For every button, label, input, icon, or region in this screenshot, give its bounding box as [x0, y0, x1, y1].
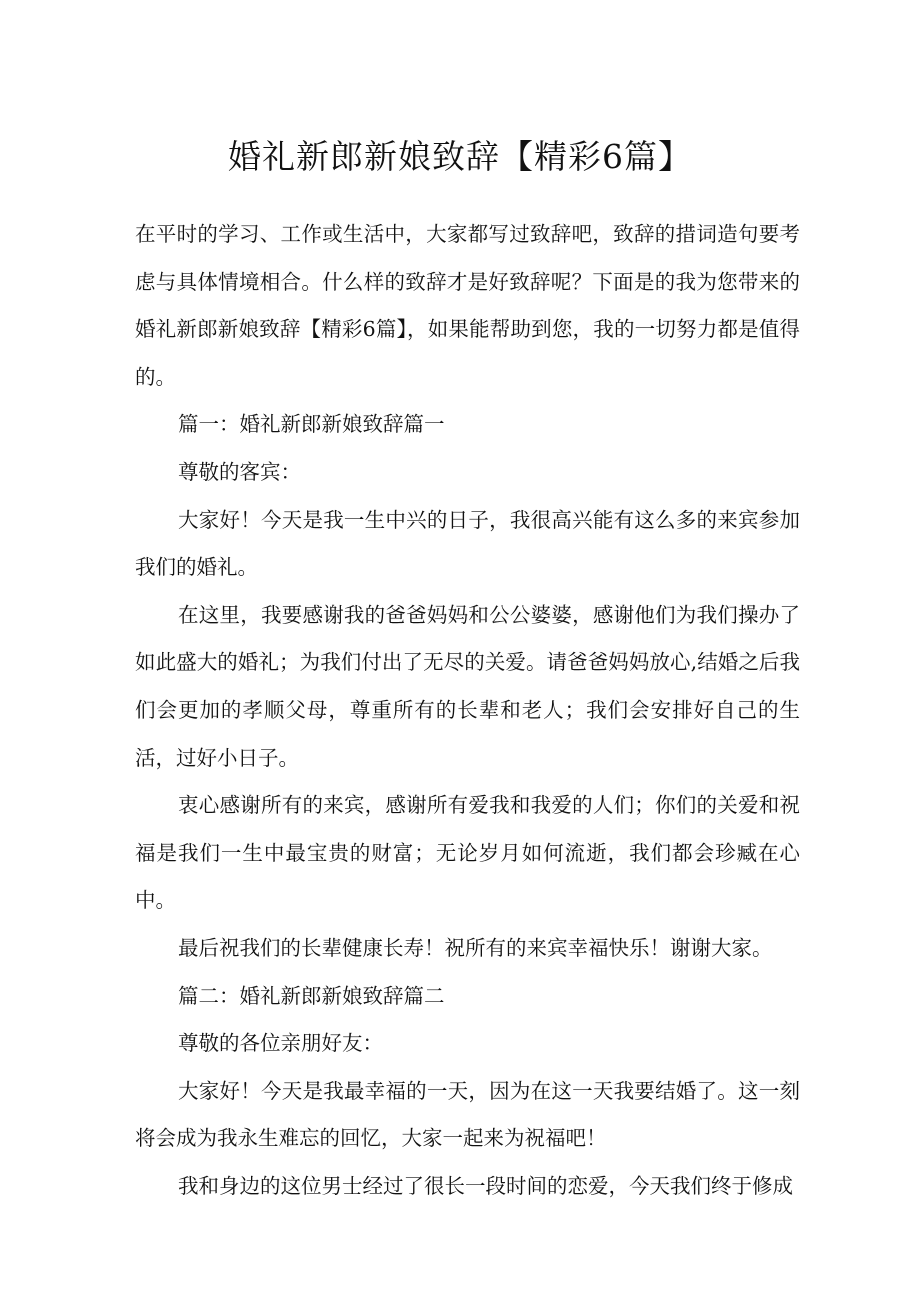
document-title: 婚礼新郎新娘致辞【精彩6篇】 — [228, 137, 692, 176]
paragraph: 在平时的学习、工作或生活中，大家都写过致辞吧，致辞的措词造句要考虑与具体情境相合。什么样的致辞才是好致辞呢？下面是的我为您带来的婚礼新郎新娘致辞【精彩6篇】，如果能帮助到您，我的一切努力都是值得的。 — [135, 222, 800, 389]
paragraph: 尊敬的各位亲朋好友： — [178, 1031, 383, 1056]
document-body — [135, 211, 800, 1210]
paragraph: 大家好！今天是我最幸福的一天，因为在这一天我要结婚了。这一刻将会成为我永生难忘的回忆，大家一起来为祝福吧！ — [135, 1078, 800, 1151]
paragraph: 篇二：婚礼新郎新娘致辞篇二 — [178, 983, 445, 1008]
paragraph: 篇一：婚礼新郎新娘致辞篇一 — [178, 412, 445, 437]
paragraph: 尊敬的客宾： — [178, 459, 301, 484]
paragraph: 在这里，我要感谢我的爸爸妈妈和公公婆婆，感谢他们为我们操办了如此盛大的婚礼；为我们付出了无尽的关爱。请爸爸妈妈放心,结婚之后我们会更加的孝顺父母，尊重所有的长辈和老人；我们会安排好自己的生活，过好小日子。 — [135, 602, 800, 770]
paragraph: 最后祝我们的长辈健康长寿！祝所有的来宾幸福快乐！谢谢大家。 — [178, 935, 773, 960]
paragraph: 大家好！今天是我一生中兴的日子，我很高兴能有这么多的来宾参加我们的婚礼。 — [135, 507, 800, 580]
paragraph: 我和身边的这位男士经过了很长一段时间的恋爱，今天我们终于修成 — [178, 1173, 793, 1198]
paragraph: 衷心感谢所有的来宾，感谢所有爱我和我爱的人们；你们的关爱和祝福是我们一生中最宝贵的财富；无论岁月如何流逝，我们都会珍臧在心中。 — [135, 793, 800, 913]
